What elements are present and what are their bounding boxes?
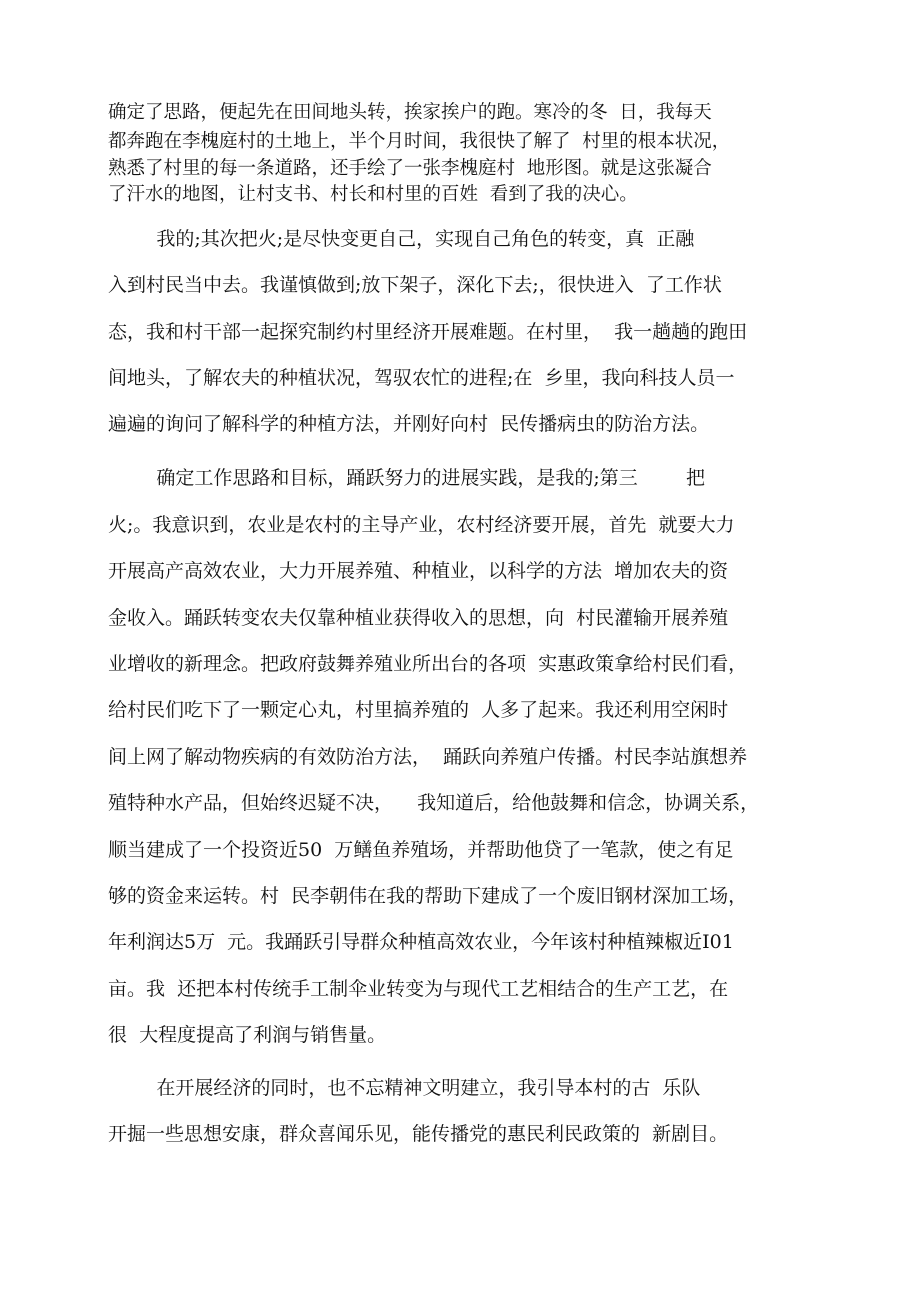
- text-line: 开展高产高效农业，大力开展养殖、种植业，以科学的方法 增加农夫的资: [108, 560, 729, 582]
- text-line: 殖特种水产品，但始终迟疑不决， 我知道后，给他鼓舞和信念，协调关系，: [108, 792, 760, 814]
- text-line: 确定工作思路和目标，踊跃努力的进展实践，是我的;第三 把: [108, 467, 706, 489]
- text-line: 确定了思路，便起先在田间地头转，挨家挨户的跑。寒冷的冬 日，我每天: [108, 102, 712, 123]
- text-line: 间地头，了解农夫的种植状况，驾驭农忙的进程;在 乡里，我向科技人员一: [108, 367, 735, 389]
- text-line: 年利润达5万 元。我踊跃引导群众种植高效农业，今年该村种植辣椒近I01: [108, 931, 734, 953]
- text-line: 都奔跑在李槐庭村的土地上，半个月时间，我很快了解了 村里的根本状况，: [108, 131, 731, 152]
- text-line: 给村民们吃下了一颗定心丸，村里搞养殖的 人多了起来。我还利用空闲时: [108, 699, 729, 721]
- text-line: 顺当建成了一个投资近50 万鳝鱼养殖场，并帮助他贷了一笔款，使之有足: [108, 839, 734, 861]
- text-line: 态，我和村干部一起探究制约村里经济开展难题。在村里， 我一趟趟的跑田: [108, 321, 748, 343]
- text-line: 火;。我意识到，农业是农村的主导产业，农村经济要开展，首先 就要大力: [108, 514, 735, 536]
- text-line: 开掘一些思想安康，群众喜闻乐见，能传播党的惠民利民政策的 新剧目。: [108, 1123, 729, 1145]
- text-line: 熟悉了村里的每一条道路，还手绘了一张李槐庭村 地形图。就是这张凝合: [108, 158, 712, 179]
- text-line: 遍遍的询问了解科学的种植方法，并刚好向村 民传播病虫的防治方法。: [108, 413, 710, 435]
- text-line: 间上网了解动物疾病的有效防治方法， 踊跃向养殖户传播。村民李站旗想养: [108, 746, 748, 768]
- text-line: 很 大程度提高了利润与销售量。: [108, 1024, 387, 1046]
- text-line: 亩。我 还把本村传统手工制伞业转变为与现代工艺相结合的生产工艺，在: [108, 978, 729, 1000]
- text-line: 金收入。踊跃转变农夫仅靠种植业获得收入的思想，向 村民灌输开展养殖: [108, 607, 729, 629]
- text-line: 入到村民当中去。我谨慎做到;放下架子，深化下去;，很快进入 了工作状: [108, 274, 722, 296]
- text-line: 业增收的新理念。把政府鼓舞养殖业所出台的各项 实惠政策拿给村民们看，: [108, 653, 748, 675]
- text-line: 在开展经济的同时，也不忘精神文明建立，我引导本村的古 乐队: [108, 1077, 701, 1099]
- text-line: 了汗水的地图，让村支书、村长和村里的百姓 看到了我的决心。: [108, 184, 638, 205]
- text-line: 我的;其次把火;是尽快变更自己，实现自己角色的转变，真 正融: [108, 228, 695, 250]
- text-line: 够的资金来运转。村 民李朝伟在我的帮助下建成了一个废旧钢材深加工场，: [108, 885, 748, 907]
